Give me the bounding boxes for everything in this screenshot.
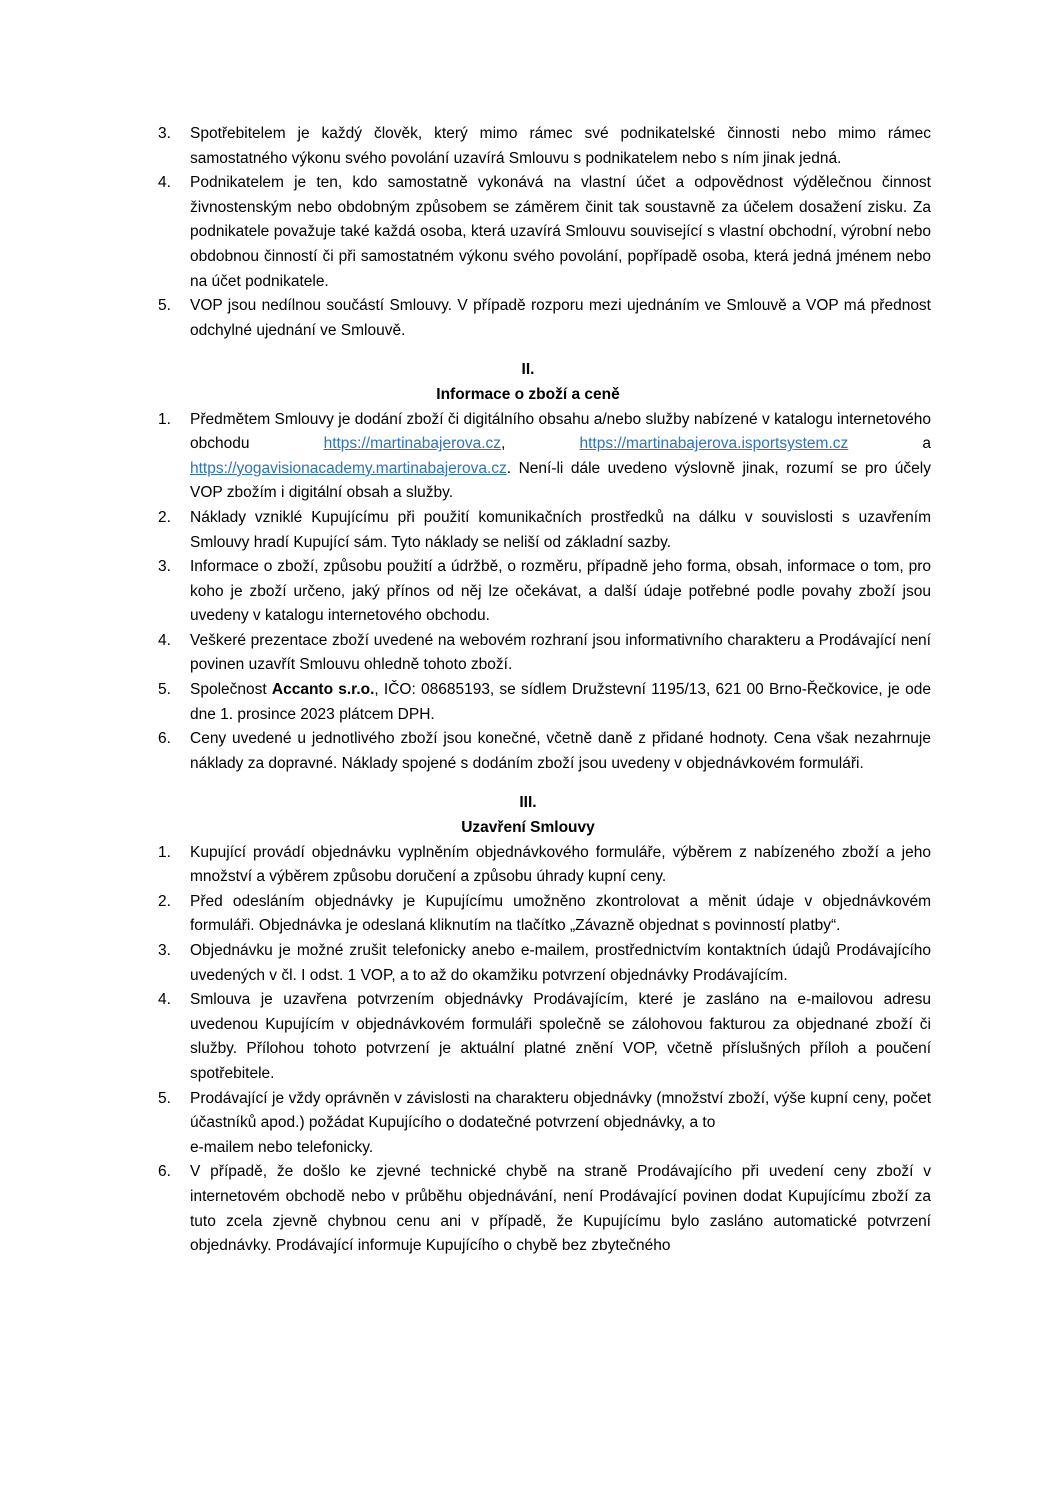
terms-document <box>125 122 931 1259</box>
text-run: Kupující provádí objednávku vyplněním objednávkového formuláře, výběrem z nabízeného zboží a jeho množství a výběrem způsobu doručení a způsobu úhrady kupní ceny. <box>190 843 931 886</box>
link-martinabajerova[interactable]: https://martinabajerova.cz <box>323 435 502 453</box>
list-item <box>190 1160 931 1258</box>
link-yogavisionacademy[interactable]: https://yogavisionacademy.martinabajerova.cz <box>190 459 507 477</box>
link-martinabajerova-isportsystem[interactable]: https://martinabajerova.isportsystem.cz <box>579 435 849 453</box>
list-item <box>190 294 931 343</box>
text-run: Náklady vzniklé Kupujícímu při použití komunikačních prostředků na dálku v souvislosti s uzavřením Smlouvy hradí Kupující sám. Tyto náklady se neliší od základní sazby. <box>190 508 931 551</box>
section-title: Informace o zboží a ceně <box>436 385 620 403</box>
list-item <box>190 890 931 939</box>
text-run: , <box>501 435 580 453</box>
list-item <box>190 727 931 776</box>
list-item <box>190 1087 931 1161</box>
bold-text: Accanto s.r.o. <box>271 681 375 699</box>
text-run: Podnikatelem je ten, kdo samostatně vykonává na vlastní účet a odpovědnost výdělečnou činnost živnostenským nebo obdobným způsobem se záměrem činit tak soustavně za účelem dosažení zisku. Za podnikatele považuje také každá osoba, která uzavírá Smlouvu související s vlastní obchodní, výrobní nebo obdobnou činností či při samostatném výkonu svého povolání, popřípadě osoba, která jedná jménem nebo na účet podnikatele. <box>190 174 931 290</box>
list-item <box>190 408 931 506</box>
section-2-list <box>125 408 931 777</box>
list-item <box>190 122 931 171</box>
list-item <box>190 841 931 890</box>
text-run: Předmětem Smlouvy je dodání zboží či digitálního obsahu a/nebo služby nabízené v katalogu internetového obchodu <box>190 410 931 453</box>
section-number: III. <box>519 794 537 812</box>
text-run: a <box>848 435 931 453</box>
section-number: II. <box>521 361 535 379</box>
text-run: Spotřebitelem je každý člověk, který mimo rámec své podnikatelské činnosti nebo mimo rámec samostatného výkonu svého povolání uzavírá Smlouvu s podnikatelem nebo s ním jinak jedná. <box>190 125 931 167</box>
text-run: . Není-li dále uvedeno výslovně jinak, rozumí se pro účely VOP zbožím i digitální obsah a služby. <box>190 459 931 502</box>
text-run: Prodávající je vždy oprávněn v závislosti na charakteru objednávky (množství zboží, výše kupní ceny, počet účastníků apod.) požádat Kupujícího o dodatečné potvrzení objednávky, a to <box>190 1089 931 1132</box>
text-run: Před odesláním objednávky je Kupujícímu umožněno zkontrolovat a měnit údaje v objednávkovém formuláři. Objednávka je odeslaná kliknutím na tlačítko „Závazně objednat s povinností platby“. <box>190 892 931 935</box>
section-heading <box>125 358 931 407</box>
text-run: Smlouva je uzavřena potvrzením objednávky Prodávajícím, které je zasláno na e-mailovou adresu uvedenou Kupujícím v objednávkovém formuláři společně se zálohovou fakturou za objednané zboží či služby. Přílohou tohoto potvrzení je aktuální platné znění VOP, včetně příslušných příloh a poučení spotřebitele. <box>190 991 931 1082</box>
text-run: Informace o zboží, způsobu použití a údržbě, o rozměru, případně jeho forma, obsah, informace o tom, pro koho je zboží určeno, jaký přínos od něj lze očekávat, a další údaje potřebné podle povahy zboží jsou uvedeny v katalogu internetového obchodu. <box>190 558 931 625</box>
list-item <box>190 678 931 727</box>
section-heading <box>125 791 931 840</box>
text-run: e-mailem nebo telefonicky. <box>190 1138 374 1156</box>
text-run: Ceny uvedené u jednotlivého zboží jsou konečné, včetně daně z přidané hodnoty. Cena však nezahrnuje náklady za dopravné. Náklady spojené s dodáním zboží jsou uvedeny v objednávkovém formuláři. <box>190 730 931 772</box>
text-run: , IČO: 08685193, se sídlem Družstevní 1195/13, 621 00 Brno-Řečkovice, je ode dne 1. prosince 2023 plátcem DPH. <box>190 681 931 723</box>
section-3-list <box>125 841 931 1259</box>
text-run: VOP jsou nedílnou součástí Smlouvy. V případě rozporu mezi ujednáním ve Smlouvě a VOP má přednost odchylné ujednání ve Smlouvě. <box>190 297 931 339</box>
list-item <box>190 629 931 678</box>
text-run: Objednávku je možné zrušit telefonicky anebo e-mailem, prostřednictvím kontaktních údajů Prodávajícího uvedených v čl. I odst. 1 VOP, a to až do okamžiku potvrzení objednávky Prodávajícím. <box>190 942 931 984</box>
section-title: Uzavření Smlouvy <box>461 819 595 837</box>
text-run: V případě, že došlo ke zjevné technické chybě na straně Prodávajícího při uvedení ceny zboží v internetovém obchodě nebo v průběhu objednávání, není Prodávající povinen dodat Kupujícímu zboží za tuto zcela zjevně chybnou cenu ani v případě, že Kupujícímu bylo zasláno automatické potvrzení objednávky. Prodávající informuje Kupujícího o chybě bez zbytečného <box>190 1163 931 1255</box>
list-item <box>190 988 931 1086</box>
text-run: Veškeré prezentace zboží uvedené na webovém rozhraní jsou informativního charakteru a Prodávající není povinen uzavřít Smlouvu ohledně tohoto zboží. <box>190 631 931 674</box>
list-item <box>190 939 931 988</box>
section-1-list <box>125 122 931 343</box>
text-run: Společnost <box>190 681 272 699</box>
list-item <box>190 555 931 629</box>
list-item <box>190 506 931 555</box>
list-item <box>190 171 931 294</box>
